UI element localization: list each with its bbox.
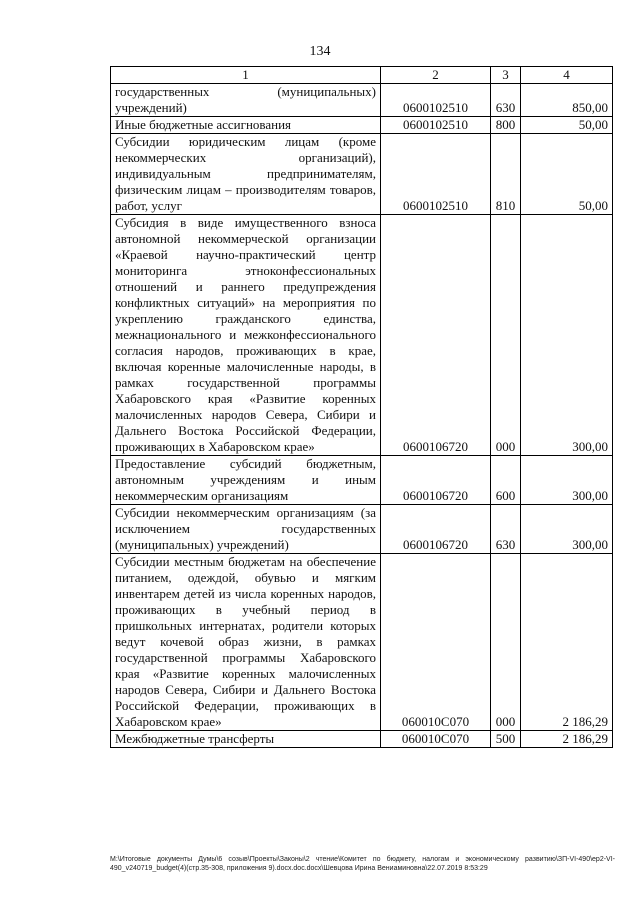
row-amount: 50,00 bbox=[521, 134, 613, 215]
row-code: 0600102510 bbox=[381, 117, 491, 134]
row-name: Субсидии юридическим лицам (кроме некоммерческих организаций), индивидуальным предпринимателям, физическим лицам – производителям товаров, работ, услуг bbox=[111, 134, 381, 215]
row-amount: 300,00 bbox=[521, 456, 613, 505]
row-name: Субсидии местным бюджетам на обеспечение питанием, одеждой, обувью и мягким инвентарем детей из числа коренных народов, проживающих в учебный период в пришкольных интернатах, родители которых ведут кочевой образ жизни, в рамках государственной программы Хабаровского края «Развитие коренных малочисленных народов Севера, Сибири и Дальнего Востока Российской Федерации, проживающих в Хабаровском крае» bbox=[111, 554, 381, 731]
row-type: 600 bbox=[491, 456, 521, 505]
row-amount: 300,00 bbox=[521, 215, 613, 456]
row-code: 0600102510 bbox=[381, 84, 491, 117]
table-row bbox=[111, 505, 613, 554]
row-type: 500 bbox=[491, 731, 521, 748]
row-code: 060010С070 bbox=[381, 554, 491, 731]
table-row bbox=[111, 456, 613, 505]
table-row bbox=[111, 554, 613, 731]
row-code: 060010С070 bbox=[381, 731, 491, 748]
row-type: 630 bbox=[491, 84, 521, 117]
row-amount: 850,00 bbox=[521, 84, 613, 117]
row-name: Предоставление субсидий бюджетным, автономным учреждениям и иным некоммерческим организациям bbox=[111, 456, 381, 505]
column-header-code: 2 bbox=[381, 67, 491, 84]
row-name: Иные бюджетные ассигнования bbox=[111, 117, 381, 134]
row-type: 000 bbox=[491, 554, 521, 731]
table-row bbox=[111, 84, 613, 117]
row-name: государственных (муниципальных) учреждений) bbox=[111, 84, 381, 117]
row-code: 0600106720 bbox=[381, 505, 491, 554]
column-header-type: 3 bbox=[491, 67, 521, 84]
table-row bbox=[111, 117, 613, 134]
page-number: 134 bbox=[309, 44, 331, 59]
table-header-row bbox=[111, 67, 613, 84]
table-row bbox=[111, 134, 613, 215]
row-type: 810 bbox=[491, 134, 521, 215]
row-name: Межбюджетные трансферты bbox=[111, 731, 381, 748]
table-row bbox=[111, 731, 613, 748]
column-header-amount: 4 bbox=[521, 67, 613, 84]
row-amount: 2 186,29 bbox=[521, 554, 613, 731]
document-path-footer: M:\Итоговые документы Думы\6 созыв\Проекты\Законы\2 чтение\Комитет по бюджету, налогам и экономическому развитию\ЗП-VI-490\ер2-VI-490_v240719_budget(4)(стр.35-308, приложения 9).docx.doc.docx\Шевцова Ирина Вениаминовна\22.07.2019 8:53:29 bbox=[110, 856, 615, 872]
budget-table bbox=[110, 66, 613, 748]
column-header-name: 1 bbox=[111, 67, 381, 84]
table-row bbox=[111, 215, 613, 456]
row-code: 0600106720 bbox=[381, 215, 491, 456]
row-type: 800 bbox=[491, 117, 521, 134]
row-code: 0600106720 bbox=[381, 456, 491, 505]
row-type: 630 bbox=[491, 505, 521, 554]
row-amount: 300,00 bbox=[521, 505, 613, 554]
row-code: 0600102510 bbox=[381, 134, 491, 215]
row-amount: 2 186,29 bbox=[521, 731, 613, 748]
row-amount: 50,00 bbox=[521, 117, 613, 134]
row-name: Субсидии некоммерческим организациям (за исключением государственных (муниципальных) учреждений) bbox=[111, 505, 381, 554]
row-type: 000 bbox=[491, 215, 521, 456]
row-name: Субсидия в виде имущественного взноса автономной некоммерческой организации «Краевой научно-практический центр мониторинга этноконфессиональных отношений и раннего предупреждения конфликтных ситуаций» на мероприятия по укреплению гражданского единства, межнационального и межконфессионального согласия народов, проживающих в крае, включая коренные малочисленные народы, в рамках государственной программы Хабаровского края «Развитие коренных малочисленных народов Севера, Сибири и Дальнего Востока Российской Федерации, проживающих в Хабаровском крае» bbox=[111, 215, 381, 456]
